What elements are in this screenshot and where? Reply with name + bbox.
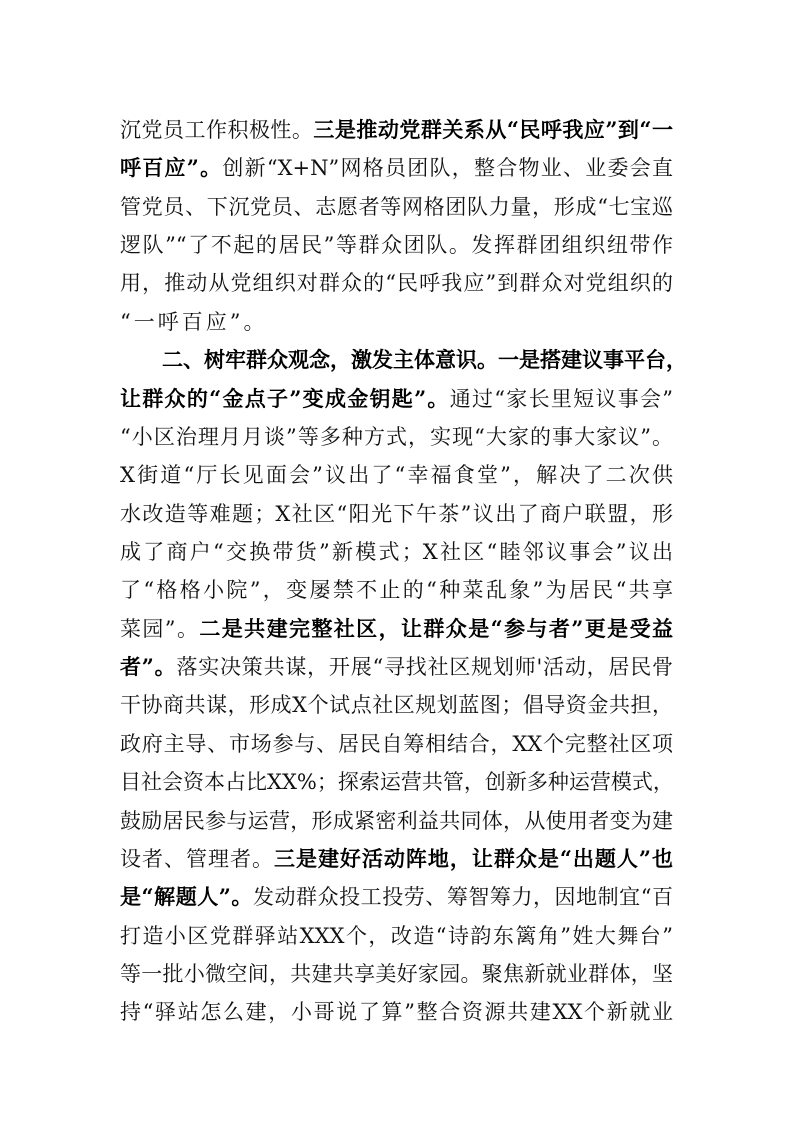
paragraph-line (120, 188, 673, 226)
body-text: 成了商户“交换带货”新模式；X社区“睦邻议事会”议出 (120, 540, 673, 564)
paragraph-line (120, 149, 673, 187)
paragraph-line (120, 993, 673, 1031)
body-text: 水改造等难题；X社区“阳光下午茶”议出了商户联盟，形 (120, 501, 673, 526)
body-text: 落实决策共谋，开展“寻找社区规划师'活动，居民骨 (176, 655, 673, 679)
body-text: 管党员、下沉党员、志愿者等网格团队力量，形成“七宝巡 (120, 194, 673, 219)
section-heading-line (162, 341, 687, 379)
paragraph-line (120, 686, 673, 724)
body-text: X街道“厅长见面会”议出了“幸福食堂”，解决了二次供 (120, 463, 673, 488)
body-text: 政府主导、市场参与、居民自筹相结合，XX个完整社区项 (120, 731, 673, 756)
paragraph-line (120, 226, 673, 264)
bold-emphasis-text: 者”。 (120, 654, 177, 679)
paragraph-line (120, 303, 673, 341)
paragraph-line (120, 878, 673, 916)
bold-emphasis-text: 三是推动党群关系从“民呼我应”到“一 (313, 117, 673, 142)
body-text: 干协商共谋，形成X个试点社区规划蓝图；倡导资金共担， (120, 693, 673, 718)
body-text: 目社会资本占比XX%；探索运营共管，创新多种运营模式， (120, 770, 674, 795)
body-text: 用，推动从党组织对群众的“民呼我应”到群众对党组织的 (120, 271, 673, 296)
bold-emphasis-text: 二是共建完整社区，让群众是“参与者”更是受益 (199, 615, 673, 641)
paragraph-line (120, 725, 673, 763)
body-text: 通过“家长里短议事会” (449, 386, 673, 411)
body-text: 创新“X+N”网格员团队，整合物业、业委会直 (222, 156, 673, 181)
bold-emphasis-text: 是“解题人”。 (120, 884, 253, 910)
paragraph-line (120, 533, 673, 571)
paragraph-line (120, 264, 673, 302)
body-text: 等一批小微空间，共建共享美好家园。聚焦新就业群体，坚 (120, 961, 673, 986)
paragraph-line (120, 495, 673, 533)
paragraph-line (120, 648, 673, 686)
body-text: 逻队”“了不起的居民”等群众团队。发挥群团组织纽带作 (120, 233, 673, 258)
body-text: 持“驿站怎么建，小哥说了算”整合资源共建XX个新就业 (120, 1000, 673, 1025)
body-text: 打造小区党群驿站XXX个，改造“诗韵东篱角”姓大舞台” (120, 923, 673, 948)
paragraph-line (120, 418, 673, 456)
body-text: 了“格格小院”，变屡禁不止的“种菜乱象”为居民“共享 (120, 578, 673, 603)
body-text: 发动群众投工投劳、筹智筹力，因地制宜“百 (252, 885, 673, 910)
bold-emphasis-text: 让群众的“金点子”变成金钥匙”。 (120, 385, 450, 411)
body-text: 菜园”。 (120, 616, 200, 641)
paragraph-line (120, 917, 673, 955)
body-text: 沉党员工作积极性。 (120, 118, 314, 142)
paragraph-line (120, 840, 673, 878)
paragraph-line (120, 456, 673, 494)
paragraph-line (120, 763, 673, 801)
paragraph-line (120, 802, 673, 840)
paragraph-line (120, 610, 673, 648)
paragraph-line (120, 380, 673, 418)
bold-emphasis-text: 三是建好活动阵地，让群众是“出题人”也 (273, 845, 673, 871)
bold-emphasis-text: 二、树牢群众观念，激发主体意识。一是搭建议事平台， (162, 347, 687, 373)
paragraph-line (120, 111, 673, 149)
paragraph-line (120, 571, 673, 609)
body-text: 鼓励居民参与运营，形成紧密利益共同体，从使用者变为建 (120, 808, 673, 833)
body-text: 设者、管理者。 (120, 846, 274, 871)
body-text: “小区治理月月谈”等多种方式，实现“大家的事大家议”。 (120, 424, 673, 449)
bold-emphasis-text: 呼百应”。 (120, 155, 223, 181)
body-text: “一呼百应”。 (120, 309, 268, 334)
paragraph-line (120, 955, 673, 993)
